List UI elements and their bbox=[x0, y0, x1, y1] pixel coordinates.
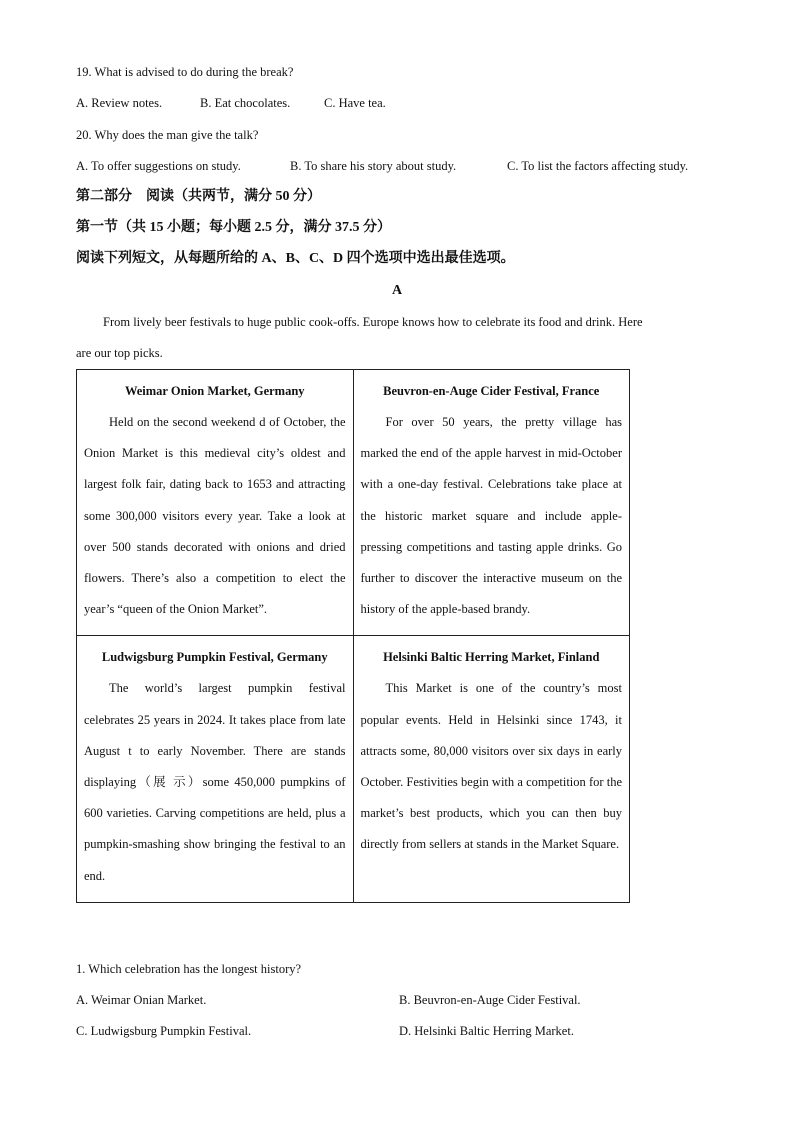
festival-title: Ludwigsburg Pumpkin Festival, Germany bbox=[101, 650, 328, 665]
q1-option-a: A. Weimar Onian Market. bbox=[76, 993, 207, 1007]
festival-title: Helsinki Baltic Herring Market, Finland bbox=[383, 650, 600, 665]
part2-heading: 第二部分 阅读（共两节，满分 50 分） bbox=[76, 189, 321, 204]
festival-cell-weimar bbox=[77, 370, 354, 636]
q20-option-c: C. To list the factors affecting study. bbox=[507, 159, 689, 173]
festival-table bbox=[76, 369, 630, 903]
q1-option-b: B. Beuvron-en-Auge Cider Festival. bbox=[399, 993, 581, 1007]
festival-description: The world’s largest pumpkin festival celebrates 25 years in 2024. It takes place from late August t to early November. There are stands displaying（展 示）some 450,000 pumpkins of 600 varieties. Carving competitions are held, plus a pumpkin-smashing show bringing the festival to an end. bbox=[84, 681, 346, 883]
festival-description: For over 50 years, the pretty village has marked the end of the apple harvest in mid-October with a one-day festival. Celebrations take place at the historic market square and include apple-pressing competitions and tasting apple drinks. Go further to discover the interactive museum on the history of the apple-based brandy. bbox=[360, 415, 622, 617]
festival-description: This Market is one of the country’s most popular events. Held in Helsinki since 1743, it attracts some, 80,000 visitors over six days in early October. Festivities begin with a competition for the market’s best products, which you can then buy directly from sellers at stands in the Market Square. bbox=[360, 681, 622, 852]
reading-instruction: 阅读下列短文，从每题所给的 A、B、C、D 四个选项中选出最佳选项。 bbox=[76, 251, 515, 266]
question-19: 19. What is advised to do during the break? bbox=[76, 65, 294, 79]
festival-cell-helsinki bbox=[353, 636, 630, 902]
question-1: 1. Which celebration has the longest history? bbox=[76, 962, 302, 976]
q19-option-b: B. Eat chocolates. bbox=[200, 96, 291, 110]
festival-cell-ludwigsburg bbox=[77, 636, 354, 902]
q1-option-d: D. Helsinki Baltic Herring Market. bbox=[399, 1024, 574, 1038]
q20-option-a: A. To offer suggestions on study. bbox=[76, 159, 241, 173]
q20-option-b: B. To share his story about study. bbox=[290, 159, 457, 173]
festival-title: Weimar Onion Market, Germany bbox=[124, 384, 305, 398]
section1-heading: 第一节（共 15 小题；每小题 2.5 分，满分 37.5 分） bbox=[76, 220, 391, 235]
festival-title: Beuvron-en-Auge Cider Festival, France bbox=[383, 384, 600, 398]
table-row bbox=[77, 370, 630, 636]
q19-option-a: A. Review notes. bbox=[76, 96, 163, 110]
question-20: 20. Why does the man give the talk? bbox=[76, 128, 259, 142]
passage-label: A bbox=[391, 283, 403, 298]
passage-intro-line2: are our top picks. bbox=[76, 346, 163, 360]
passage-intro-line1: From lively beer festivals to huge public cook-offs. Europe knows how to celebrate its food and drink. Here bbox=[103, 315, 643, 329]
festival-cell-beuvron bbox=[353, 370, 630, 636]
q19-option-c: C. Have tea. bbox=[324, 96, 386, 110]
table-row bbox=[77, 636, 630, 902]
festival-description: Held on the second weekend d of October, the Onion Market is this medieval city’s oldest and largest folk fair, dating back to 1653 and attracting some 300,000 visitors every year. Take a look at over 500 stands decorated with onions and dried flowers. There’s also a competition to elect the year’s “queen of the Onion Market”. bbox=[84, 415, 346, 617]
q1-option-c: C. Ludwigsburg Pumpkin Festival. bbox=[76, 1024, 252, 1038]
